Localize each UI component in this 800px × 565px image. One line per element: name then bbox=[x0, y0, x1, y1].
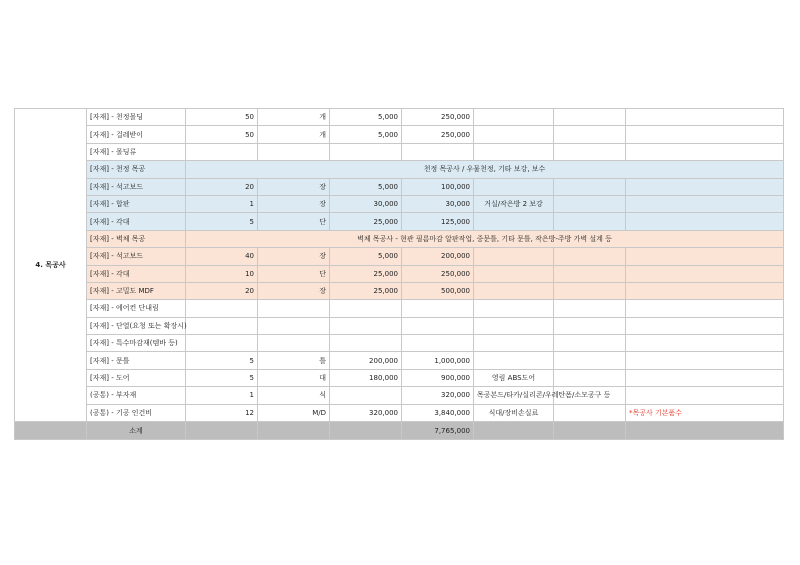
remark bbox=[626, 300, 784, 317]
quantity bbox=[186, 143, 258, 160]
item-name: [자재] - 도어 bbox=[87, 369, 186, 386]
note bbox=[474, 213, 554, 230]
note bbox=[474, 109, 554, 126]
amount: 3,840,000 bbox=[402, 404, 474, 421]
unit-price bbox=[330, 335, 402, 352]
item-name: (공통) - 부자재 bbox=[87, 387, 186, 404]
remark bbox=[626, 335, 784, 352]
note bbox=[474, 178, 554, 195]
remark bbox=[626, 265, 784, 282]
blank bbox=[474, 422, 554, 440]
table-row bbox=[15, 143, 784, 160]
remark bbox=[626, 178, 784, 195]
amount bbox=[402, 300, 474, 317]
remark bbox=[626, 143, 784, 160]
unit-price: 5,000 bbox=[330, 109, 402, 126]
quantity: 20 bbox=[186, 178, 258, 195]
note: 영림 ABS도어 bbox=[474, 369, 554, 386]
table-row bbox=[15, 126, 784, 143]
unit-price: 25,000 bbox=[330, 282, 402, 299]
note: 거실/작은방 2 보강 bbox=[474, 195, 554, 212]
note bbox=[474, 126, 554, 143]
unit-price: 200,000 bbox=[330, 352, 402, 369]
note bbox=[474, 143, 554, 160]
amount: 125,000 bbox=[402, 213, 474, 230]
blank bbox=[554, 195, 626, 212]
quantity: 5 bbox=[186, 369, 258, 386]
unit: 단 bbox=[258, 213, 330, 230]
unit: 장 bbox=[258, 248, 330, 265]
unit: 장 bbox=[258, 282, 330, 299]
blank bbox=[554, 335, 626, 352]
blank bbox=[554, 213, 626, 230]
table-row bbox=[15, 352, 784, 369]
blank bbox=[554, 248, 626, 265]
item-name: (공통) - 기공 인건비 bbox=[87, 404, 186, 421]
note bbox=[474, 300, 554, 317]
quantity: 40 bbox=[186, 248, 258, 265]
table-row bbox=[15, 230, 784, 247]
quantity bbox=[186, 335, 258, 352]
remark bbox=[626, 195, 784, 212]
table-row bbox=[15, 248, 784, 265]
unit: M/D bbox=[258, 404, 330, 421]
unit-price: 25,000 bbox=[330, 213, 402, 230]
remark bbox=[626, 126, 784, 143]
table-row bbox=[15, 265, 784, 282]
amount bbox=[402, 335, 474, 352]
item-name: [자재] - 석고보드 bbox=[87, 248, 186, 265]
table-row bbox=[15, 109, 784, 126]
unit bbox=[258, 335, 330, 352]
quantity bbox=[186, 300, 258, 317]
unit bbox=[258, 300, 330, 317]
amount: 1,000,000 bbox=[402, 352, 474, 369]
item-name: [자재] - 걸레받이 bbox=[87, 126, 186, 143]
amount: 200,000 bbox=[402, 248, 474, 265]
unit-price bbox=[330, 317, 402, 334]
table-row bbox=[15, 282, 784, 299]
note: 목공본드/타카/실리콘/우레탄폼/소모공구 등 bbox=[474, 387, 554, 404]
quantity: 5 bbox=[186, 213, 258, 230]
unit-price bbox=[330, 300, 402, 317]
note: 식대/장비손실료 bbox=[474, 404, 554, 421]
blank bbox=[554, 352, 626, 369]
blank bbox=[554, 282, 626, 299]
unit bbox=[258, 317, 330, 334]
blank bbox=[258, 422, 330, 440]
unit-price: 180,000 bbox=[330, 369, 402, 386]
table-row bbox=[15, 317, 784, 334]
blank bbox=[15, 422, 87, 440]
blank bbox=[554, 143, 626, 160]
blank bbox=[186, 422, 258, 440]
amount: 250,000 bbox=[402, 265, 474, 282]
item-name: [자재] - 몰딩류 bbox=[87, 143, 186, 160]
table-row bbox=[15, 300, 784, 317]
table-row bbox=[15, 404, 784, 421]
unit bbox=[258, 143, 330, 160]
section-title: 4. 목공사 bbox=[15, 109, 87, 422]
blank bbox=[626, 422, 784, 440]
amount: 250,000 bbox=[402, 109, 474, 126]
blank bbox=[554, 126, 626, 143]
blank bbox=[554, 109, 626, 126]
item-name: [자재] - 특수마감재(템바 등) bbox=[87, 335, 186, 352]
merged-description: 천정 목공사 / 우물천정, 기타 보강, 보수 bbox=[186, 161, 784, 178]
amount bbox=[402, 317, 474, 334]
quantity: 1 bbox=[186, 195, 258, 212]
merged-description: 벽체 목공사 - 현관 필름마감 알판작업, 중문틀, 기타 문틀, 작은방-주방 가벽 설계 등 bbox=[186, 230, 784, 247]
unit: 개 bbox=[258, 126, 330, 143]
unit: 틀 bbox=[258, 352, 330, 369]
amount: 320,000 bbox=[402, 387, 474, 404]
blank bbox=[554, 369, 626, 386]
remark: *목공사 기본품수 bbox=[626, 404, 784, 421]
unit: 단 bbox=[258, 265, 330, 282]
quantity: 1 bbox=[186, 387, 258, 404]
note bbox=[474, 352, 554, 369]
unit-price bbox=[330, 387, 402, 404]
note bbox=[474, 248, 554, 265]
unit-price: 30,000 bbox=[330, 195, 402, 212]
item-name: [자재] - 천정 목공 bbox=[87, 161, 186, 178]
item-name: [자재] - 각대 bbox=[87, 265, 186, 282]
note bbox=[474, 317, 554, 334]
unit: 장 bbox=[258, 195, 330, 212]
quantity: 5 bbox=[186, 352, 258, 369]
note bbox=[474, 265, 554, 282]
unit-price: 5,000 bbox=[330, 178, 402, 195]
note bbox=[474, 335, 554, 352]
unit-price: 25,000 bbox=[330, 265, 402, 282]
table-row bbox=[15, 213, 784, 230]
amount: 500,000 bbox=[402, 282, 474, 299]
amount: 100,000 bbox=[402, 178, 474, 195]
blank bbox=[554, 300, 626, 317]
unit: 개 bbox=[258, 109, 330, 126]
blank bbox=[554, 404, 626, 421]
remark bbox=[626, 213, 784, 230]
table-row bbox=[15, 178, 784, 195]
amount bbox=[402, 143, 474, 160]
total-row bbox=[15, 422, 784, 440]
quantity: 50 bbox=[186, 126, 258, 143]
table-row bbox=[15, 195, 784, 212]
remark bbox=[626, 352, 784, 369]
blank bbox=[330, 422, 402, 440]
total-label: 소계 bbox=[87, 422, 186, 440]
table-row bbox=[15, 335, 784, 352]
unit: 장 bbox=[258, 178, 330, 195]
remark bbox=[626, 282, 784, 299]
quantity: 50 bbox=[186, 109, 258, 126]
item-name: [자재] - 문틀 bbox=[87, 352, 186, 369]
item-name: [자재] - 천정몰딩 bbox=[87, 109, 186, 126]
remark bbox=[626, 387, 784, 404]
remark bbox=[626, 369, 784, 386]
unit-price: 320,000 bbox=[330, 404, 402, 421]
unit: 식 bbox=[258, 387, 330, 404]
estimate-body bbox=[15, 109, 784, 440]
total-amount: 7,765,000 bbox=[402, 422, 474, 440]
remark bbox=[626, 109, 784, 126]
blank bbox=[554, 317, 626, 334]
note bbox=[474, 282, 554, 299]
remark bbox=[626, 317, 784, 334]
amount: 250,000 bbox=[402, 126, 474, 143]
item-name: [자재] - 단열(요청 또는 확장시) bbox=[87, 317, 186, 334]
amount: 900,000 bbox=[402, 369, 474, 386]
table-row bbox=[15, 161, 784, 178]
blank bbox=[554, 178, 626, 195]
blank bbox=[554, 265, 626, 282]
item-name: [자재] - 합판 bbox=[87, 195, 186, 212]
remark bbox=[626, 248, 784, 265]
table-row bbox=[15, 369, 784, 386]
item-name: [자재] - 석고보드 bbox=[87, 178, 186, 195]
item-name: [자재] - 에어컨 단내림 bbox=[87, 300, 186, 317]
unit: 대 bbox=[258, 369, 330, 386]
table-row bbox=[15, 387, 784, 404]
blank bbox=[554, 422, 626, 440]
unit-price: 5,000 bbox=[330, 248, 402, 265]
unit-price: 5,000 bbox=[330, 126, 402, 143]
quantity: 12 bbox=[186, 404, 258, 421]
item-name: [자재] - 벽체 목공 bbox=[87, 230, 186, 247]
unit-price bbox=[330, 143, 402, 160]
quantity bbox=[186, 317, 258, 334]
quantity: 20 bbox=[186, 282, 258, 299]
item-name: [자재] - 각대 bbox=[87, 213, 186, 230]
item-name: [자재] - 고밀도 MDF bbox=[87, 282, 186, 299]
estimate-table bbox=[14, 108, 784, 440]
quantity: 10 bbox=[186, 265, 258, 282]
amount: 30,000 bbox=[402, 195, 474, 212]
